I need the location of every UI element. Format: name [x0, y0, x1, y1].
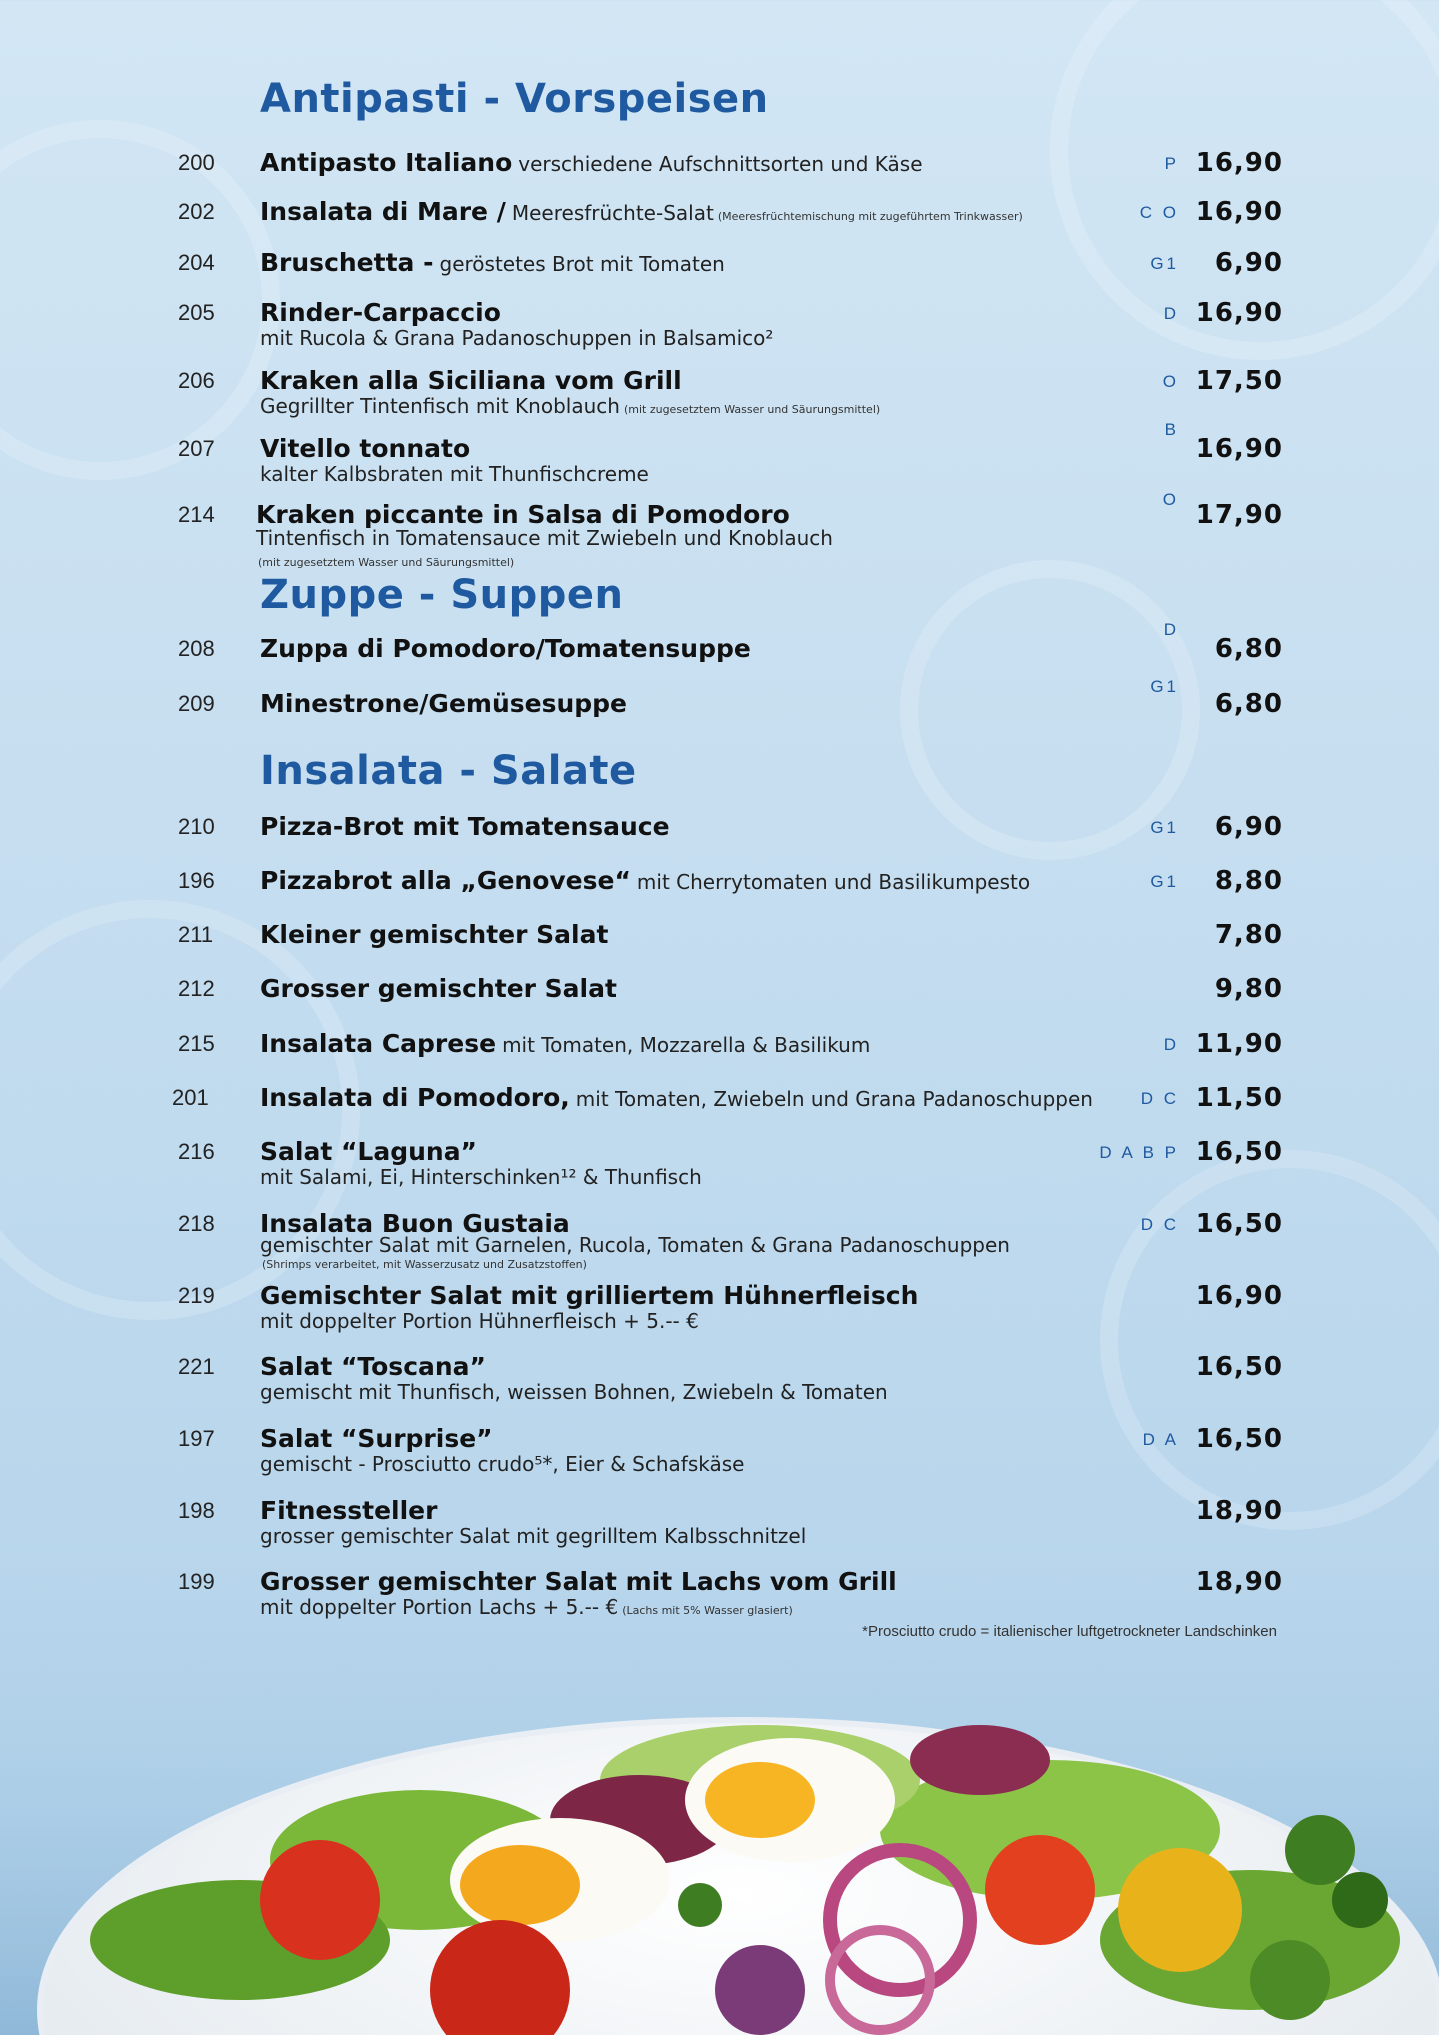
menu-item: [0, 1281, 1439, 1341]
footnote: *Prosciutto crudo = italienischer luftgetrockneter Landschinken: [862, 1623, 1277, 1640]
item-price: 11,50: [1195, 1083, 1283, 1113]
item-note: (Meeresfrüchtemischung mit zugeführtem Trinkwasser): [717, 210, 1023, 223]
item-name: Pizza-Brot mit Tomatensauce: [260, 812, 670, 841]
item-note: (Shrimps verarbeitet, mit Wasserzusatz und Zusatzstoffen): [262, 1258, 587, 1271]
menu-item: [0, 620, 1439, 694]
item-price: 6,90: [1214, 248, 1283, 278]
item-number: 197: [178, 1426, 215, 1451]
item-name: Minestrone/Gemüsesuppe: [260, 689, 628, 718]
item-name: Kraken alla Siciliana vom Grill: [260, 366, 682, 395]
item-price: 16,90: [1195, 197, 1283, 227]
item-description: gemischt mit Thunfisch, weissen Bohnen, Zwiebeln & Tomaten: [260, 1380, 888, 1404]
item-price: 7,80: [1214, 920, 1283, 950]
allergen-codes: O: [1162, 372, 1179, 391]
item-description: Meeresfrüchte-Salat: [511, 201, 714, 225]
item-price: 16,90: [1195, 1281, 1283, 1311]
item-description: Gegrillter Tintenfisch mit Knoblauch (mit zugesetztem Wasser und Säurungsmittel): [260, 394, 881, 418]
item-name: Pizzabrot alla „Genovese“ mit Cherrytomaten und Basilikumpesto: [260, 866, 1031, 895]
item-name: Fitnessteller: [260, 1496, 438, 1525]
item-name: Salat “Toscana”: [260, 1352, 486, 1381]
item-name: Gemischter Salat mit grilliertem Hühnerfleisch: [260, 1281, 919, 1310]
menu-item: [0, 1209, 1439, 1269]
item-price: 16,50: [1195, 1137, 1283, 1167]
allergen-codes: G1: [1150, 254, 1179, 273]
menu-item: [0, 920, 1439, 980]
menu-item: [0, 866, 1439, 926]
item-price: 18,90: [1195, 1567, 1283, 1597]
menu-item: [0, 677, 1439, 749]
menu-item: [0, 366, 1439, 426]
allergen-codes: P: [1164, 154, 1179, 173]
salad-bowl-icon: [0, 1650, 1439, 2035]
item-number: 206: [178, 368, 215, 393]
section-heading-zuppe: Zuppe - Suppen: [260, 572, 624, 618]
item-price: 18,90: [1195, 1496, 1283, 1526]
item-number: 204: [178, 250, 215, 275]
allergen-codes: G1: [1150, 818, 1179, 837]
item-description: gemischter Salat mit Garnelen, Rucola, Tomaten & Grana Padanoschuppen: [260, 1233, 1010, 1257]
item-name: Salat “Laguna”: [260, 1137, 477, 1166]
item-description: kalter Kalbsbraten mit Thunfischcreme: [260, 462, 649, 486]
item-note: (mit zugesetztem Wasser und Säurungsmittel): [258, 556, 515, 569]
item-number: 214: [178, 502, 215, 527]
salad-bowl-illustration: [0, 1650, 1439, 2035]
allergen-codes: G1: [1150, 677, 1179, 696]
item-number: 211: [178, 922, 214, 947]
item-number: 205: [178, 300, 215, 325]
menu-item: [0, 812, 1439, 872]
item-description: mit Salami, Ei, Hinterschinken¹² & Thunfisch: [260, 1165, 702, 1189]
item-number: 198: [178, 1498, 215, 1523]
item-description: verschiedene Aufschnittsorten und Käse: [518, 152, 923, 176]
menu-item: [0, 420, 1439, 494]
item-price: 16,90: [1195, 148, 1283, 178]
menu-item: [0, 1424, 1439, 1484]
item-description: mit doppelter Portion Lachs + 5.-- € (Lachs mit 5% Wasser glasiert): [260, 1595, 793, 1619]
item-name: Vitello tonnato: [260, 434, 471, 463]
item-number: 215: [178, 1031, 215, 1056]
item-note: (mit zugesetztem Wasser und Säurungsmittel): [623, 403, 881, 416]
item-number: 212: [178, 976, 215, 1001]
item-name: Antipasto Italiano verschiedene Aufschnittsorten und Käse: [260, 148, 923, 177]
item-number: 221: [178, 1354, 215, 1379]
item-number: 201: [172, 1085, 209, 1110]
item-price: 17,90: [1195, 500, 1283, 530]
menu-item: [0, 974, 1439, 1034]
item-name: Insalata Caprese mit Tomaten, Mozzarella & Basilikum: [260, 1029, 871, 1058]
item-description: gemischt - Prosciutto crudo⁵*, Eier & Schafskäse: [260, 1452, 745, 1476]
item-price: 6,80: [1214, 634, 1283, 664]
item-number: 219: [178, 1283, 215, 1308]
menu-item: [0, 1083, 1439, 1143]
item-description: Tintenfisch in Tomatensauce mit Zwiebeln und Knoblauch: [256, 526, 833, 550]
menu-item: [0, 298, 1439, 358]
allergen-codes: D: [1163, 620, 1179, 639]
item-number: 199: [178, 1569, 215, 1594]
item-name: Bruschetta - geröstetes Brot mit Tomaten: [260, 248, 725, 277]
item-name: Zuppa di Pomodoro/Tomatensuppe: [260, 634, 751, 663]
item-price: 16,50: [1195, 1352, 1283, 1382]
allergen-codes: D A B P: [1099, 1143, 1179, 1162]
menu-item: [0, 1567, 1439, 1627]
item-name: Salat “Surprise”: [260, 1424, 493, 1453]
item-number: 207: [178, 436, 215, 461]
menu-item: [0, 1496, 1439, 1556]
item-number: 200: [178, 150, 215, 175]
item-description: mit Tomaten, Mozzarella & Basilikum: [502, 1033, 871, 1057]
item-description: grosser gemischter Salat mit gegrilltem Kalbsschnitzel: [260, 1524, 807, 1548]
menu-item: [0, 490, 1439, 569]
item-number: 208: [178, 636, 215, 661]
allergen-codes: D C: [1140, 1089, 1179, 1108]
section-heading-antipasti: Antipasti - Vorspeisen: [260, 76, 769, 122]
item-number: 196: [178, 868, 215, 893]
allergen-codes: B: [1164, 420, 1179, 439]
allergen-codes: D C: [1140, 1215, 1179, 1234]
menu-item: [0, 1029, 1439, 1089]
item-description: mit doppelter Portion Hühnerfleisch + 5.-- €: [260, 1309, 699, 1333]
allergen-codes: D: [1163, 1035, 1179, 1054]
item-name: Insalata di Pomodoro, mit Tomaten, Zwiebeln und Grana Padanoschuppen: [260, 1083, 1093, 1112]
menu-item: [0, 1137, 1439, 1197]
item-price: 16,50: [1195, 1209, 1283, 1239]
item-number: 218: [178, 1211, 215, 1236]
item-name: Grosser gemischter Salat mit Lachs vom Grill: [260, 1567, 897, 1596]
item-price: 16,90: [1195, 434, 1283, 464]
item-price: 9,80: [1214, 974, 1283, 1004]
item-price: 8,80: [1214, 866, 1283, 896]
item-name: Insalata Buon Gustaia: [260, 1209, 570, 1238]
allergen-codes: G1: [1150, 872, 1179, 891]
allergen-codes: D: [1163, 304, 1179, 323]
item-note: (Lachs mit 5% Wasser glasiert): [622, 1604, 793, 1617]
item-description: mit Cherrytomaten und Basilikumpesto: [636, 870, 1031, 894]
item-number: 202: [178, 199, 215, 224]
item-price: 16,50: [1195, 1424, 1283, 1454]
allergen-codes: D A: [1142, 1430, 1179, 1449]
allergen-codes: C O: [1139, 203, 1179, 222]
item-description: geröstetes Brot mit Tomaten: [439, 252, 725, 276]
item-number: 210: [178, 814, 215, 839]
item-name: Rinder-Carpaccio: [260, 298, 501, 327]
section-heading-insalata: Insalata - Salate: [260, 748, 637, 794]
menu-item: [0, 1352, 1439, 1412]
item-price: 17,50: [1195, 366, 1283, 396]
item-price: 16,90: [1195, 298, 1283, 328]
item-number: 209: [178, 691, 215, 716]
item-price: 11,90: [1195, 1029, 1283, 1059]
item-name: Grosser gemischter Salat: [260, 974, 617, 1003]
item-name: Insalata di Mare / Meeresfrüchte-Salat (Meeresfrüchtemischung mit zugeführtem Trinkwasser): [260, 197, 1023, 226]
allergen-codes: O: [1162, 490, 1179, 509]
item-price: 6,80: [1214, 689, 1283, 719]
item-name: Kleiner gemischter Salat: [260, 920, 609, 949]
item-price: 6,90: [1214, 812, 1283, 842]
item-number: 216: [178, 1139, 215, 1164]
item-description: mit Tomaten, Zwiebeln und Grana Padanoschuppen: [575, 1087, 1093, 1111]
item-name: Kraken piccante in Salsa di Pomodoro: [256, 500, 790, 529]
item-description: mit Rucola & Grana Padanoschuppen in Balsamico²: [260, 326, 774, 350]
